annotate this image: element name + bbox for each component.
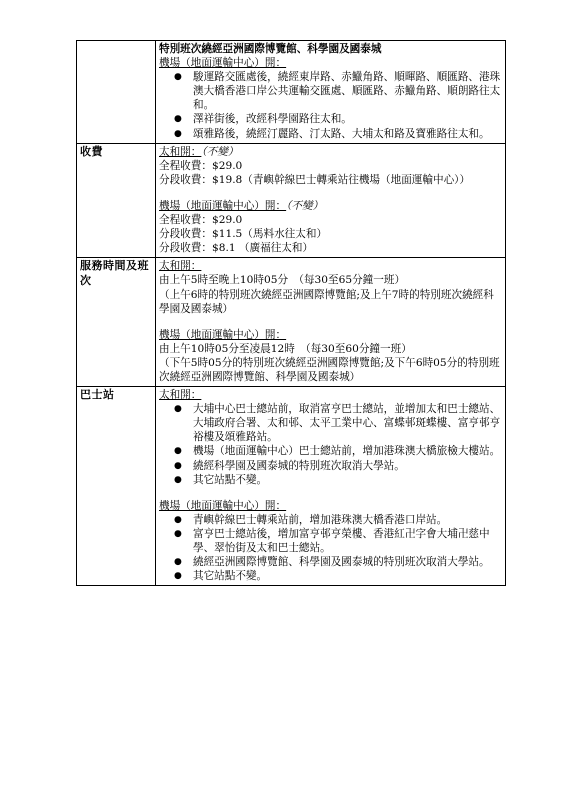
list-item: ● 其它站點不變。: [174, 570, 268, 583]
list-item: ● 繞經亞洲國際博覽館、科學園及國泰城的特別班次取消大學站。: [174, 556, 490, 569]
bullet-icon: ●: [174, 571, 182, 582]
bullet-icon: ●: [174, 404, 182, 415]
bullet-icon: ●: [174, 557, 182, 568]
fare-body-cell: [156, 143, 506, 258]
list-item: ● 澤祥街後，改經科學園路往太和。: [174, 113, 352, 126]
hours-label: 服務時間及班次: [77, 258, 156, 387]
stops-body-cell: [156, 387, 506, 586]
fare-taiwo-full: 全程收費：$29.0: [159, 159, 243, 172]
route-row: [77, 41, 506, 144]
list-item: ● 大埔中心巴士總站前，取消富亨巴士總站，並增加太和巴士總站、大埔政府合署、太和邨、太平工業中心、富蝶邨斑蝶樓、富亨邨亨裕樓及頌雅路站。: [174, 403, 501, 444]
list-item: ● 富亨巴士總站後，增加富亨邨亨榮樓、香港紅卍字會大埔卍慈中學、翠怡街及太和巴士總站。: [174, 527, 490, 554]
stops-airport-list: [159, 513, 502, 583]
list-item: ● 機場（地面運輸中心）巴士總站前，增加港珠澳大橋旅檢大樓站。: [174, 445, 501, 458]
list-item: ● 青嶼幹線巴士轉乘站前，增加港珠澳大橋香港口岸站。: [174, 513, 448, 526]
hours-taiwo-time: 由上午5時至晚上10時05分 （每30至65分鐘一班）: [159, 274, 406, 287]
stops-taiwo-list: [159, 402, 502, 487]
fare-row: [77, 143, 506, 258]
route-body-cell: [156, 41, 506, 144]
fare-airport-section-2: 分段收費：$8.1 （廣福往太和）: [159, 242, 314, 255]
stops-taiwo-heading: 太和開：: [159, 389, 202, 402]
fare-airport-heading: 機場（地面運輸中心）開：（不變）: [159, 199, 324, 212]
stops-label: 巴士站: [77, 387, 156, 586]
stops-row: [77, 387, 506, 586]
fare-label: 收費: [77, 143, 156, 258]
fare-airport-section-1: 分段收費：$11.5（馬料水往太和）: [159, 228, 328, 241]
hours-row: [77, 258, 506, 387]
hours-airport-heading: 機場（地面運輸中心）開：: [159, 328, 287, 341]
hours-taiwo-heading: 太和開：: [159, 260, 202, 273]
bullet-icon: ●: [174, 474, 182, 485]
fare-taiwo-heading: 太和開：（不變）: [159, 145, 239, 158]
bullet-icon: ●: [174, 528, 182, 539]
hours-taiwo-note: （上午6時的特別班次繞經亞洲國際博覽館;及上午7時的特別班次繞經科學園及國泰城）: [159, 288, 494, 315]
list-item: ● 頌雅路後，繞經汀麗路、汀太路、大埔太和路及寶雅路往太和。: [174, 127, 490, 140]
list-item: ● 其它站點不變。: [174, 473, 268, 486]
bullet-icon: ●: [174, 128, 182, 139]
route-label-cell: [77, 41, 156, 144]
hours-airport-time: 由上午10時05分至凌晨12時 （每30至60分鐘一班）: [159, 342, 412, 355]
bullet-icon: ●: [174, 72, 182, 83]
hours-body-cell: [156, 258, 506, 387]
list-item: ● 繞經科學園及國泰城的特別班次取消大學站。: [174, 459, 405, 472]
list-item: ● 駿運路交匯處後，繞經東岸路、赤鱲角路、順暉路、順匯路、港珠澳大橋香港口岸公共運輸交匯處、順匯路、赤鱲角路、順朗路往太和。: [174, 71, 501, 112]
route-list: [159, 70, 502, 140]
bullet-icon: ●: [174, 514, 182, 525]
fare-taiwo-section: 分段收費：$19.8（青嶼幹線巴士轉乘站往機場（地面運輸中心））: [159, 173, 471, 186]
bullet-icon: ●: [174, 446, 182, 457]
special-trip-heading: 特別班次繞經亞洲國際博覽館、科學園及國泰城: [159, 43, 382, 55]
route-info-table: [76, 40, 506, 586]
stops-airport-heading: 機場（地面運輸中心）開：: [159, 499, 287, 512]
bullet-icon: ●: [174, 114, 182, 125]
hours-airport-note: （下午5時05分的特別班次繞經亞洲國際博覽館;及下午6時05分的特別班次繞經亞洲國際博覽館、科學園及國泰城）: [159, 356, 500, 383]
airport-departure-heading: 機場（地面運輸中心）開：: [159, 57, 287, 70]
bullet-icon: ●: [174, 460, 182, 471]
fare-airport-full: 全程收費：$29.0: [159, 214, 243, 227]
